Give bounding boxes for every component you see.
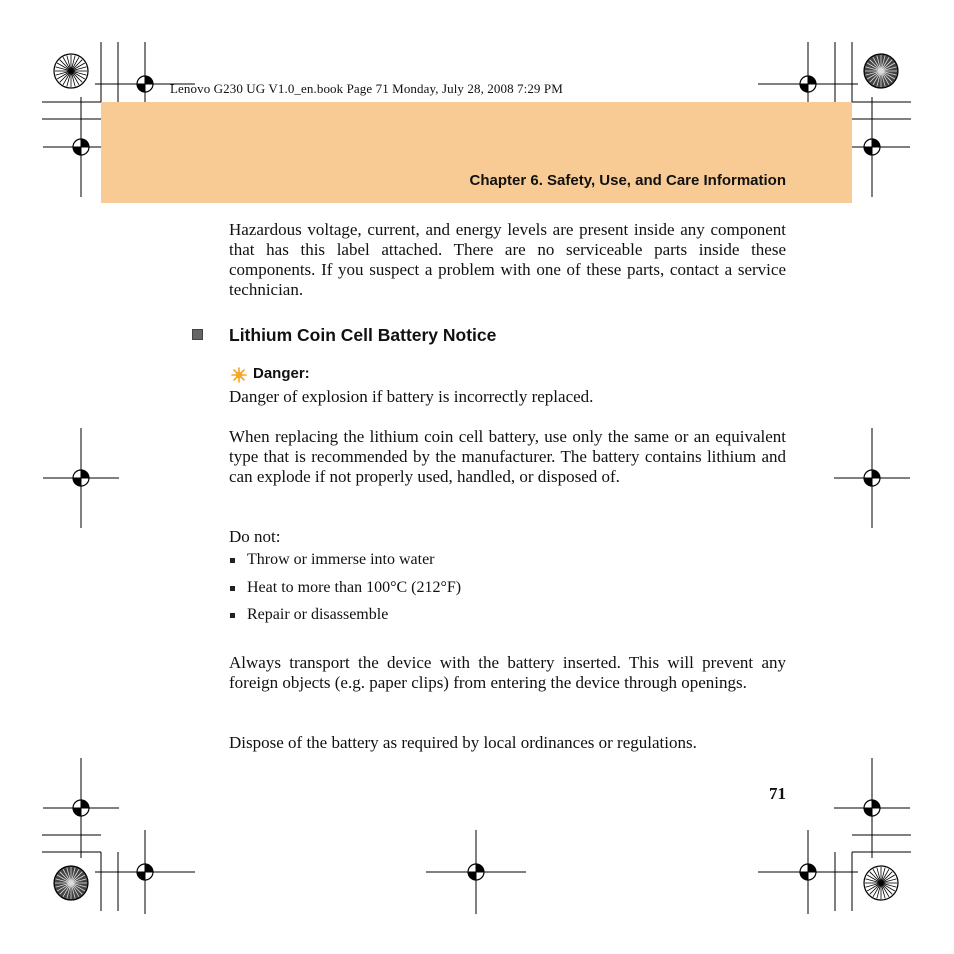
intro-paragraph: Hazardous voltage, current, and energy levels are present inside any component that has this label attached. There are no serviceable parts inside these components. If you suspect a problem with one of these parts, contact a service technician. <box>229 220 786 299</box>
dispose-paragraph: Dispose of the battery as required by local ordinances or regulations. <box>229 733 697 752</box>
registration-target-icon <box>426 830 526 914</box>
section-title: Lithium Coin Cell Battery Notice <box>229 325 497 345</box>
starburst-icon <box>54 866 88 900</box>
starburst-icon <box>54 54 88 88</box>
replace-paragraph: When replacing the lithium coin cell battery, use only the same or an equivalent type that is recommended by the manufacturer. The battery contains lithium and can explode if not properly used, handled, or disposed of. <box>229 427 786 486</box>
list-item-text: Heat to more than 100°C (212°F) <box>247 579 462 596</box>
list-item-text: Repair or disassemble <box>247 606 389 623</box>
registration-target-icon <box>834 758 910 858</box>
print-slug: Lenovo G230 UG V1.0_en.book Page 71 Monday, July 28, 2008 7:29 PM <box>170 81 563 96</box>
page-number: 71 <box>769 784 786 803</box>
registration-target-icon <box>43 428 119 528</box>
transport-paragraph: Always transport the device with the battery inserted. This will prevent any foreign objects (e.g. paper clips) from entering the device through openings. <box>229 653 786 692</box>
registration-target-icon <box>834 428 910 528</box>
running-header: Chapter 6. Safety, Use, and Care Information <box>469 172 786 189</box>
list-item-text: Throw or immerse into water <box>247 551 435 568</box>
starburst-icon <box>864 866 898 900</box>
danger-sun-icon <box>231 367 247 383</box>
danger-text: Danger of explosion if battery is incorrectly replaced. <box>229 387 594 406</box>
square-bullet-icon <box>230 558 235 563</box>
registration-target-icon <box>95 830 195 914</box>
registration-target-icon <box>758 830 858 914</box>
square-bullet-icon <box>230 586 235 591</box>
danger-label: Danger: <box>253 365 310 382</box>
registration-target-icon <box>43 758 119 858</box>
do-not-label: Do not: <box>229 527 281 546</box>
section-bullet-icon <box>192 329 203 340</box>
square-bullet-icon <box>230 613 235 618</box>
starburst-icon <box>864 54 898 88</box>
